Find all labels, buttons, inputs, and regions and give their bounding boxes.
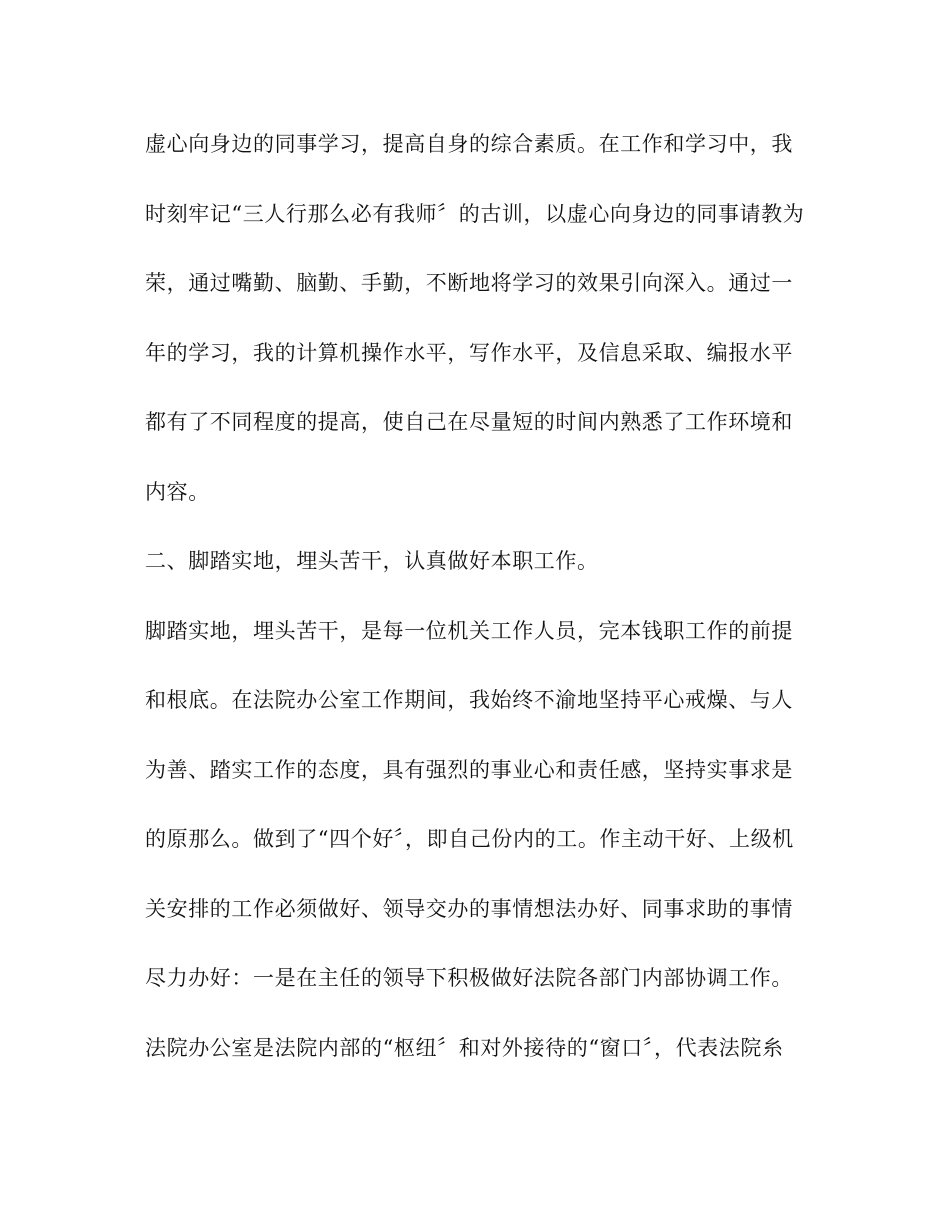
- text-line: 脚踏实地，埋头苦干，是每一位机关工作人员，完本钱职工作的前提: [145, 618, 793, 643]
- text-line: 和根底。在法院办公室工作期间，我始终不渝地坚持平心戒燥、与人: [145, 688, 793, 712]
- text-line: 荣，通过嘴勤、脑勤、手勤，不断地将学习的效果引向深入。通过一: [145, 271, 793, 295]
- text-line: 为善、踏实工作的态度，具有强烈的事业心和责任感，坚持实事求是: [145, 757, 793, 782]
- text-line: 的原那么。做到了“四个好〞，即自己份内的工。作主动干好、上级机: [145, 827, 794, 851]
- text-line: 年的学习，我的计算机操作水平，写作水平，及信息采取、编报水平: [145, 340, 793, 365]
- text-line: 都有了不同程度的提高，使自己在尽量短的时间内熟悉了工作环境和: [145, 410, 793, 434]
- text-line: 内容。: [145, 479, 210, 504]
- text-line: 尽力办好：一是在主任的领导下积极做好法院各部门内部协调工作。: [145, 966, 793, 990]
- text-line: 法院办公室是法院内部的“枢纽〞和对外接待的“窗口〞，代表法院糸: [145, 1035, 784, 1060]
- section-heading: 二、脚踏实地，埋头苦干，认真做好本职工作。: [145, 549, 599, 573]
- text-line: 关安排的工作必须做好、领导交办的事情想法办好、同事求助的事情: [145, 896, 793, 921]
- body-text: [145, 124, 810, 1097]
- text-line: 时刻牢记“三人行那么必有我师〞的古训，以虚心向身边的同事请教为: [145, 201, 805, 226]
- text-line: 虚心向身边的同事学习，提高自身的综合素质。在工作和学习中，我: [145, 132, 793, 156]
